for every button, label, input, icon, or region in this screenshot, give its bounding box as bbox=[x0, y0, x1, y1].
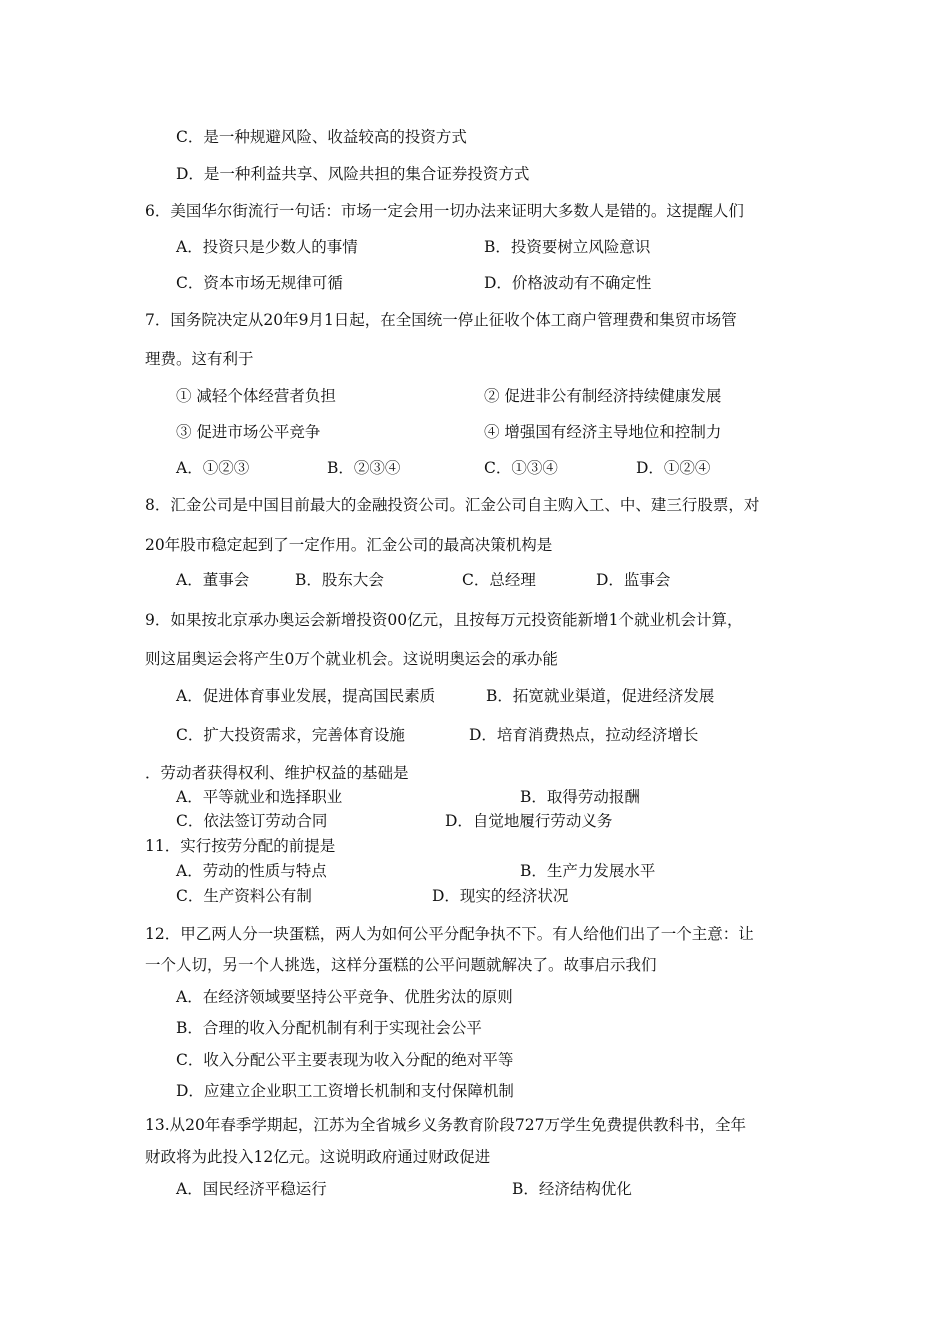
option-line: B．经济结构优化 bbox=[512, 1180, 632, 1198]
option-line: C．总经理 bbox=[462, 571, 536, 589]
option-line: C．生产资料公有制 bbox=[176, 887, 312, 905]
option-line: D．是一种利益共享、风险共担的集合证券投资方式 bbox=[176, 165, 530, 183]
option-line: A．促进体育事业发展，提高国民素质 bbox=[176, 687, 436, 705]
option-line: A．投资只是少数人的事情 bbox=[176, 238, 358, 256]
option-line: D．培育消费热点，拉动经济增长 bbox=[469, 726, 699, 744]
question-line: 理费。这有利于 bbox=[145, 350, 254, 368]
option-line: B．拓宽就业渠道，促进经济发展 bbox=[486, 687, 715, 705]
option-line: ③ 促进市场公平竞争 bbox=[176, 423, 321, 441]
question-line: 12．甲乙两人分一块蛋糕，两人为如何公平分配争执不下。有人给他们出了一个主意：让 bbox=[145, 925, 754, 943]
question-line: ．劳动者获得权利、维护权益的基础是 bbox=[145, 764, 409, 782]
option-line: A．在经济领域要坚持公平竞争、优胜劣汰的原则 bbox=[176, 988, 513, 1006]
question-line: 则这届奥运会将产生0万个就业机会。这说明奥运会的承办能 bbox=[145, 650, 558, 668]
option-line: C．收入分配公平主要表现为收入分配的绝对平等 bbox=[176, 1051, 514, 1069]
option-line: C．①③④ bbox=[484, 459, 558, 477]
option-line: C．依法签订劳动合同 bbox=[176, 812, 328, 830]
question-line: 6．美国华尔街流行一句话：市场一定会用一切办法来证明大多数人是错的。这提醒人们 bbox=[145, 202, 744, 220]
option-line: C．资本市场无规律可循 bbox=[176, 274, 343, 292]
option-line: D．①②④ bbox=[636, 459, 711, 477]
option-line: D．自觉地履行劳动义务 bbox=[445, 812, 613, 830]
question-line: 财政将为此投入12亿元。这说明政府通过财政促进 bbox=[145, 1148, 491, 1166]
option-line: B．生产力发展水平 bbox=[520, 862, 656, 880]
question-line: 8．汇金公司是中国目前最大的金融投资公司。汇金公司自主购入工、中、建三行股票，对 bbox=[145, 496, 760, 514]
question-line: 一个人切，另一个人挑选，这样分蛋糕的公平问题就解决了。故事启示我们 bbox=[145, 956, 657, 974]
question-line: 9．如果按北京承办奥运会新增投资00亿元，且按每万元投资能新增1个就业机会计算， bbox=[145, 611, 743, 629]
option-line: A．国民经济平稳运行 bbox=[176, 1180, 327, 1198]
question-line: 13.从20年春季学期起，江苏为全省城乡义务教育阶段727万学生免费提供教科书，全年 bbox=[145, 1116, 746, 1134]
option-line: A．董事会 bbox=[176, 571, 250, 589]
option-line: D．价格波动有不确定性 bbox=[484, 274, 652, 292]
option-line: B．投资要树立风险意识 bbox=[484, 238, 651, 256]
option-line: B．合理的收入分配机制有利于实现社会公平 bbox=[176, 1019, 482, 1037]
option-line: ④ 增强国有经济主导地位和控制力 bbox=[484, 423, 722, 441]
option-line: B．②③④ bbox=[327, 459, 401, 477]
question-line: 20年股市稳定起到了一定作用。汇金公司的最高决策机构是 bbox=[145, 536, 553, 554]
option-line: A．①②③ bbox=[176, 459, 250, 477]
option-line: D．应建立企业职工工资增长机制和支付保障机制 bbox=[176, 1082, 514, 1100]
option-line: D．现实的经济状况 bbox=[432, 887, 569, 905]
option-line: C．扩大投资需求，完善体育设施 bbox=[176, 726, 405, 744]
option-line: ① 减轻个体经营者负担 bbox=[176, 387, 336, 405]
option-line: A．平等就业和选择职业 bbox=[176, 788, 343, 806]
option-line: B．股东大会 bbox=[295, 571, 384, 589]
question-line: 11．实行按劳分配的前提是 bbox=[145, 837, 336, 855]
option-line: C．是一种规避风险、收益较高的投资方式 bbox=[176, 128, 467, 146]
option-line: A．劳动的性质与特点 bbox=[176, 862, 327, 880]
option-line: D．监事会 bbox=[596, 571, 671, 589]
option-line: B．取得劳动报酬 bbox=[520, 788, 640, 806]
question-line: 7．国务院决定从20年9月1日起，在全国统一停止征收个体工商户管理费和集贸市场管 bbox=[145, 311, 737, 329]
option-line: ② 促进非公有制经济持续健康发展 bbox=[484, 387, 722, 405]
